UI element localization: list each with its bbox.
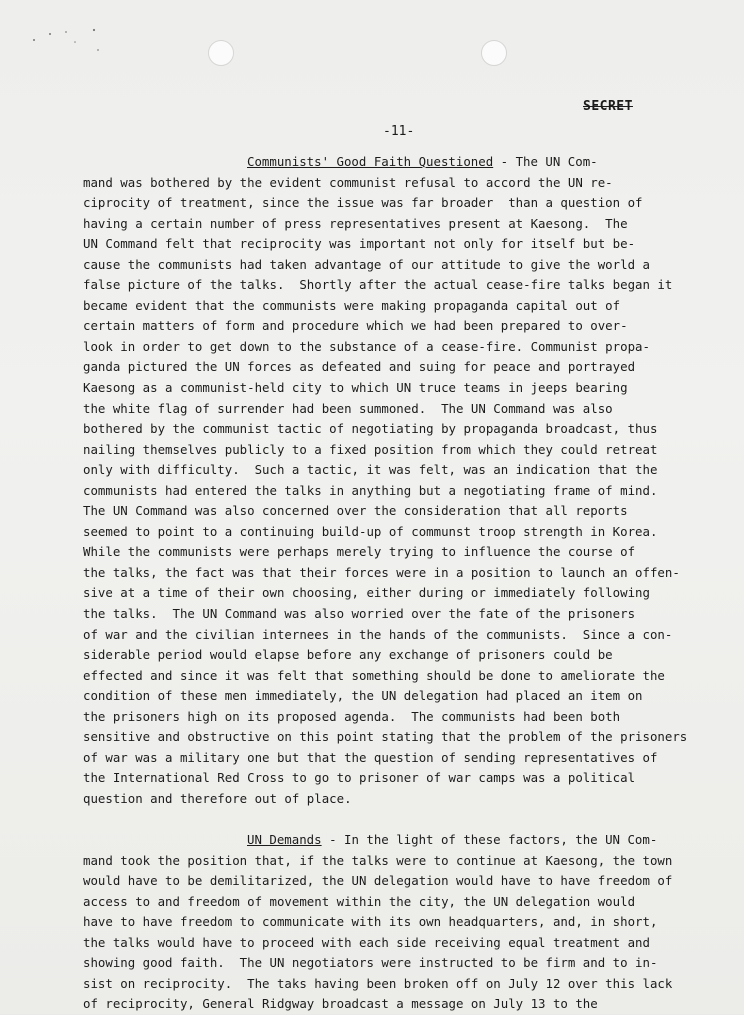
punch-hole [481,40,507,66]
text-line: became evident that the communists were making propaganda capital out of [83,297,621,313]
text-line: communists had entered the talks in anything but a negotiating frame of mind. [83,482,658,498]
text-line: effected and since it was felt that something should be done to ameliorate the [83,667,665,683]
text-line: have to have freedom to communicate with its own headquarters, and, in short, [83,914,658,930]
text-line: would have to be demilitarized, the UN delegation would have to have freedom of [83,873,673,889]
text-line: cause the communists had taken advantage of our attitude to give the world a [83,256,650,272]
section-heading: Communists' Good Faith Questioned [247,154,494,169]
text-line: seemed to point to a continuing build-up of communst troop strength in Korea. [83,523,658,539]
page-number: -11- [383,124,415,139]
text-line: sensitive and obstructive on this point stating that the problem of the prisoners [83,729,688,745]
text-line: - The UN Com- [493,154,598,169]
document-body [83,152,735,1015]
text-line: nailing themselves publicly to a fixed position from which they could retreat [83,441,658,457]
punch-hole [208,40,234,66]
text-line: - In the light of these factors, the UN Com- [321,832,658,848]
text-line: certain matters of form and procedure which we had been prepared to over- [83,318,628,334]
text-line: UN Command felt that reciprocity was important not only for itself but be- [83,236,636,252]
text-line: of war and the civilian internees in the hands of the communists. Since a con- [83,626,673,642]
text-line: While the communists were perhaps merely trying to influence the course of [83,544,636,560]
text-line: the prisoners high on its proposed agenda. The communists had been both [83,708,621,724]
text-line: condition of these men immediately, the UN delegation had placed an item on [83,688,643,704]
text-line: the white flag of surrender had been summoned. The UN Command was also [83,400,613,416]
text-line: The UN Command was also concerned over the consideration that all reports [83,503,628,519]
text-line: mand was bothered by the evident communist refusal to accord the UN re- [83,174,613,190]
text-line: sive at a time of their own choosing, either during or immediately following [83,585,650,601]
text-line: access to and freedom of movement within the city, the UN delegation would [83,893,636,909]
text-line: sist on reciprocity. The taks having been broken off on July 12 over this lack [83,975,673,991]
paper-specks [28,22,118,62]
classification-mark: SECRET [583,99,633,114]
text-line: siderable period would elapse before any exchange of prisoners could be [83,647,613,663]
text-line: the talks. The UN Command was also worried over the fate of the prisoners [83,606,636,622]
text-line: mand took the position that, if the talks were to continue at Kaesong, the town [83,852,673,868]
section-heading: UN Demands [247,832,322,848]
text-line: of war was a military one but that the question of sending representatives of [83,749,658,765]
text-line: ganda pictured the UN forces as defeated and suing for peace and portrayed [83,359,636,375]
text-line: having a certain number of press representatives present at Kaesong. The [83,215,628,231]
text-line: the International Red Cross to go to prisoner of war camps was a political [83,770,636,786]
text-line: false picture of the talks. Shortly after the actual cease-fire talks began it [83,277,673,293]
text-line: question and therefore out of place. [83,790,352,806]
text-line: look in order to get down to the substance of a cease-fire. Communist propa- [83,338,650,354]
text-line: the talks, the fact was that their forces were in a position to launch an offen- [83,564,680,580]
text-line: Kaesong as a communist-held city to which UN truce teams in jeeps bearing [83,380,628,396]
text-line: only with difficulty. Such a tactic, it was felt, was an indication that the [83,462,658,478]
text-line: showing good faith. The UN negotiators were instructed to be firm and to in- [83,955,658,971]
text-line: the talks would have to proceed with each side receiving equal treatment and [83,934,650,950]
text-line: ciprocity of treatment, since the issue was far broader than a question of [83,195,643,211]
text-line: bothered by the communist tactic of negotiating by propaganda broadcast, thus [83,421,658,437]
text-line: of reciprocity, General Ridgway broadcast a message on July 13 to the [83,996,598,1012]
